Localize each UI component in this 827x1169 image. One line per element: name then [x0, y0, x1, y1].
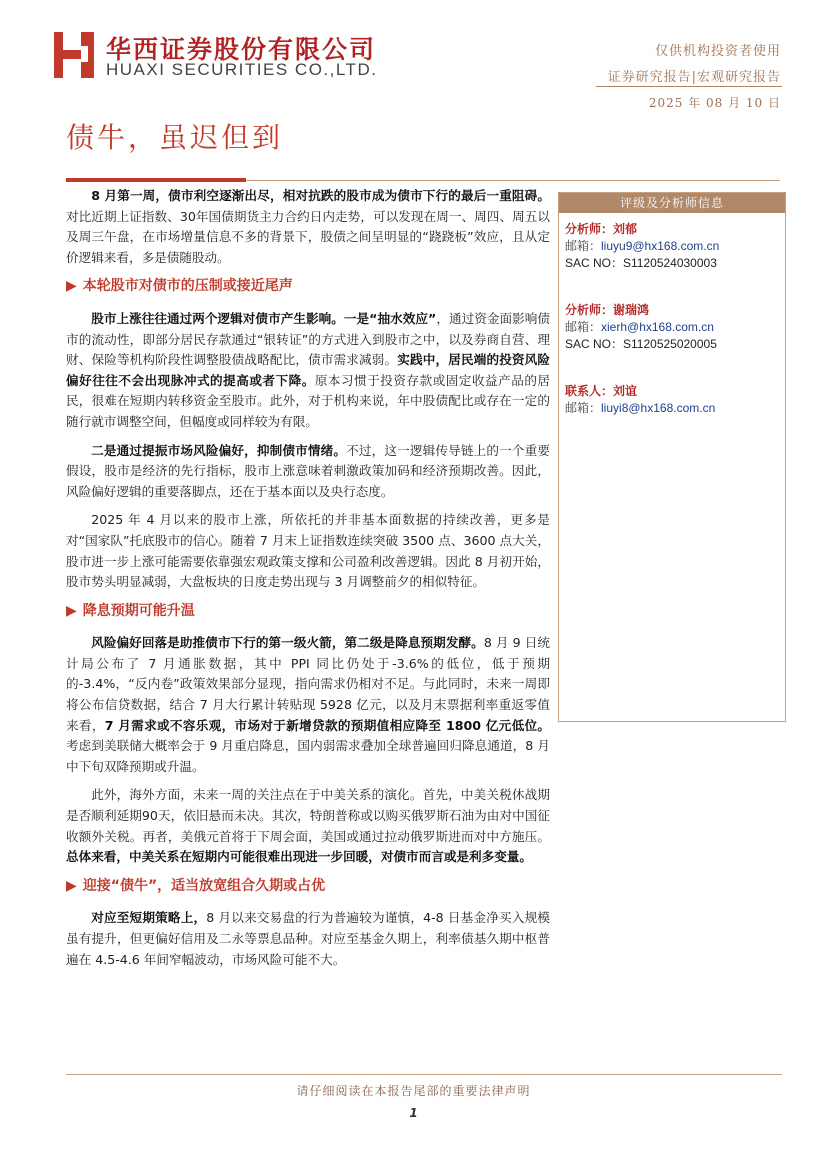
- s2-paragraph-1: 风险偏好回落是助推债市下行的第一级火箭，第二级是降息预期发酵。8 月 9 日统计局公布了 7 月通胀数据，其中 PPI 同比仍处于-3.6%的低位，低于预期的-3.4%，“反内卷”政策效果部分显现，指向需求仍相对不足。与此同时，未来一周即将公布信贷数据，结合 7 月大行累计转贴现 5928 亿元，以及月末票据利率重返零值来看，7 月需求或不容乐观，市场对于新增贷款的预期值相应降至 1800 亿元低位。考虑到美联储大概率会于 9 月重启降息，国内弱需求叠加全球普遍回归降息通道，8 月中下旬双降预期或升温。: [66, 635, 551, 774]
- s1-paragraph-3: 2025 年 4 月以来的股市上涨，所依托的并非基本面数据的持续改善，更多是对“国家队”托底股市的信心。随着 7 月末上证指数连续突破 3500 点、3600 点大关，股市进一步上涨可能需要依靠强宏观政策支撑和公司盈利改善逻辑。因此 8 月初开始，股市势头明显减弱，大盘板块的日度走势出现与 3 月调整前夕的相似特征。: [66, 512, 550, 590]
- title-rule: [66, 178, 246, 182]
- triangle-bullet-icon: ▶: [66, 877, 77, 894]
- section-heading-2: ▶ 降息预期可能升温: [66, 602, 195, 619]
- usage-note: 仅供机构投资者使用: [654, 44, 781, 59]
- section-heading-1: ▶ 本轮股市对债市的压制或接近尾声: [66, 278, 293, 295]
- page-title: 债牛，虽迟但到: [66, 121, 284, 154]
- s1-paragraph-1: 股市上涨往往通过两个逻辑对债市产生影响。一是“抽水效应”，通过资金面影响债市的流动性，即部分居民存款通过“银转证”的方式进入到股市之中，以及券商自营、理财、保险等机构阶段性调整股债战略配比，债市需求减弱。实践中，居民端的投资风险偏好往往不会出现脉冲式的提高或者下降。原本习惯于投资存款或固定收益产品的居民，很难在短期内转移资金至股市。此外，对于机构来说，年中股债配比或存在一定的随行就市调整空间，但幅度或同样较为有限。: [66, 310, 551, 429]
- intro-bold: 8 月第一周，债市利空逐渐出尽，相对抗跌的股市成为债市下行的最后一重阻碍。: [91, 188, 550, 203]
- analyst-sac: SAC NO：S1120525020005: [565, 337, 717, 351]
- footer-divider: [66, 1074, 782, 1075]
- report-date: 2025 年 08 月 10 日: [648, 96, 781, 110]
- report-type: 证券研究报告|宏观研究报告: [607, 70, 781, 85]
- s3-paragraph-1: 对应至短期策略上，8 月以来交易盘的行为普遍较为谨慎，4-8 日基金净买入规模虽有提升，但更偏好信用及二永等票息品种。对应至基金久期上，利率债基久期中枢普遍在 4.5-4.6 年间窄幅波动，市场风险可能不大。: [66, 910, 551, 967]
- title-rule-thin: [246, 180, 780, 181]
- footer-disclaimer: 请仔细阅读在本报告尾部的重要法律声明: [296, 1084, 531, 1098]
- intro-text: 对比近期上证指数、30年国债期货主力合约日内走势，可以发现在周一、周四、周五以及周三午盘，在市场增量信息不多的背景下，股债之间呈明显的“跷跷板”效应，且从定价逻辑来看，多是债随股动。: [66, 208, 550, 265]
- intro-paragraph: [66, 186, 550, 268]
- contact-name: 联系人：刘谊: [565, 384, 638, 398]
- s2-paragraph-2: 此外，海外方面，未来一周的关注点在于中美关系的演化。首先，中美关税休战期是否顺利延期90天，依旧悬而未决。其次，特朗普称或以购买俄罗斯石油为由对中国征收额外关税。再者，美俄元首将于下周会面，美国或通过拉动俄罗斯进而对中方施压。总体来看，中美关系在短期内可能很难出现进一步回暖，对债市而言或是利多变量。: [66, 787, 550, 865]
- analyst-email-row: 邮箱：liuyu9@hx168.com.cn: [565, 239, 720, 253]
- header-divider: [596, 86, 782, 87]
- huaxi-logo-icon: [54, 32, 94, 78]
- analyst-name: 分析师：谢瑞鸿: [565, 303, 650, 317]
- section-heading-3: ▶ 迎接“债牛”，适当放宽组合久期或占优: [66, 877, 326, 894]
- analyst-email-row: 邮箱：xierh@hx168.com.cn: [565, 320, 714, 334]
- triangle-bullet-icon: ▶: [66, 278, 77, 295]
- contact-email-row: 邮箱：liuyi8@hx168.com.cn: [565, 401, 716, 415]
- analyst-sac: SAC NO：S1120524030003: [565, 256, 717, 270]
- company-name-en: HUAXI SECURITIES CO.,LTD.: [106, 60, 378, 79]
- triangle-bullet-icon: ▶: [66, 602, 77, 619]
- analyst-sidebar: [558, 192, 786, 722]
- contact-email-link[interactable]: liuyi8@hx168.com.cn: [601, 401, 716, 415]
- company-name-cn: 华西证券股份有限公司: [106, 35, 377, 64]
- main-content: [66, 186, 550, 978]
- page-number: 1: [409, 1106, 418, 1120]
- s1-paragraph-2: 二是通过提振市场风险偏好，抑制债市情绪。不过，这一逻辑传导链上的一个重要假设，股市是经济的先行指标，股市上涨意味着刺激政策加码和经济预期改善。因此，风险偏好逻辑的重要落脚点，还在于基本面以及央行态度。: [66, 442, 551, 499]
- analyst-name: 分析师：刘郁: [565, 222, 638, 236]
- analyst-email-link[interactable]: liuyu9@hx168.com.cn: [601, 239, 720, 253]
- analyst-email-link[interactable]: xierh@hx168.com.cn: [601, 320, 714, 334]
- sidebar-title: 评级及分析师信息: [559, 193, 785, 213]
